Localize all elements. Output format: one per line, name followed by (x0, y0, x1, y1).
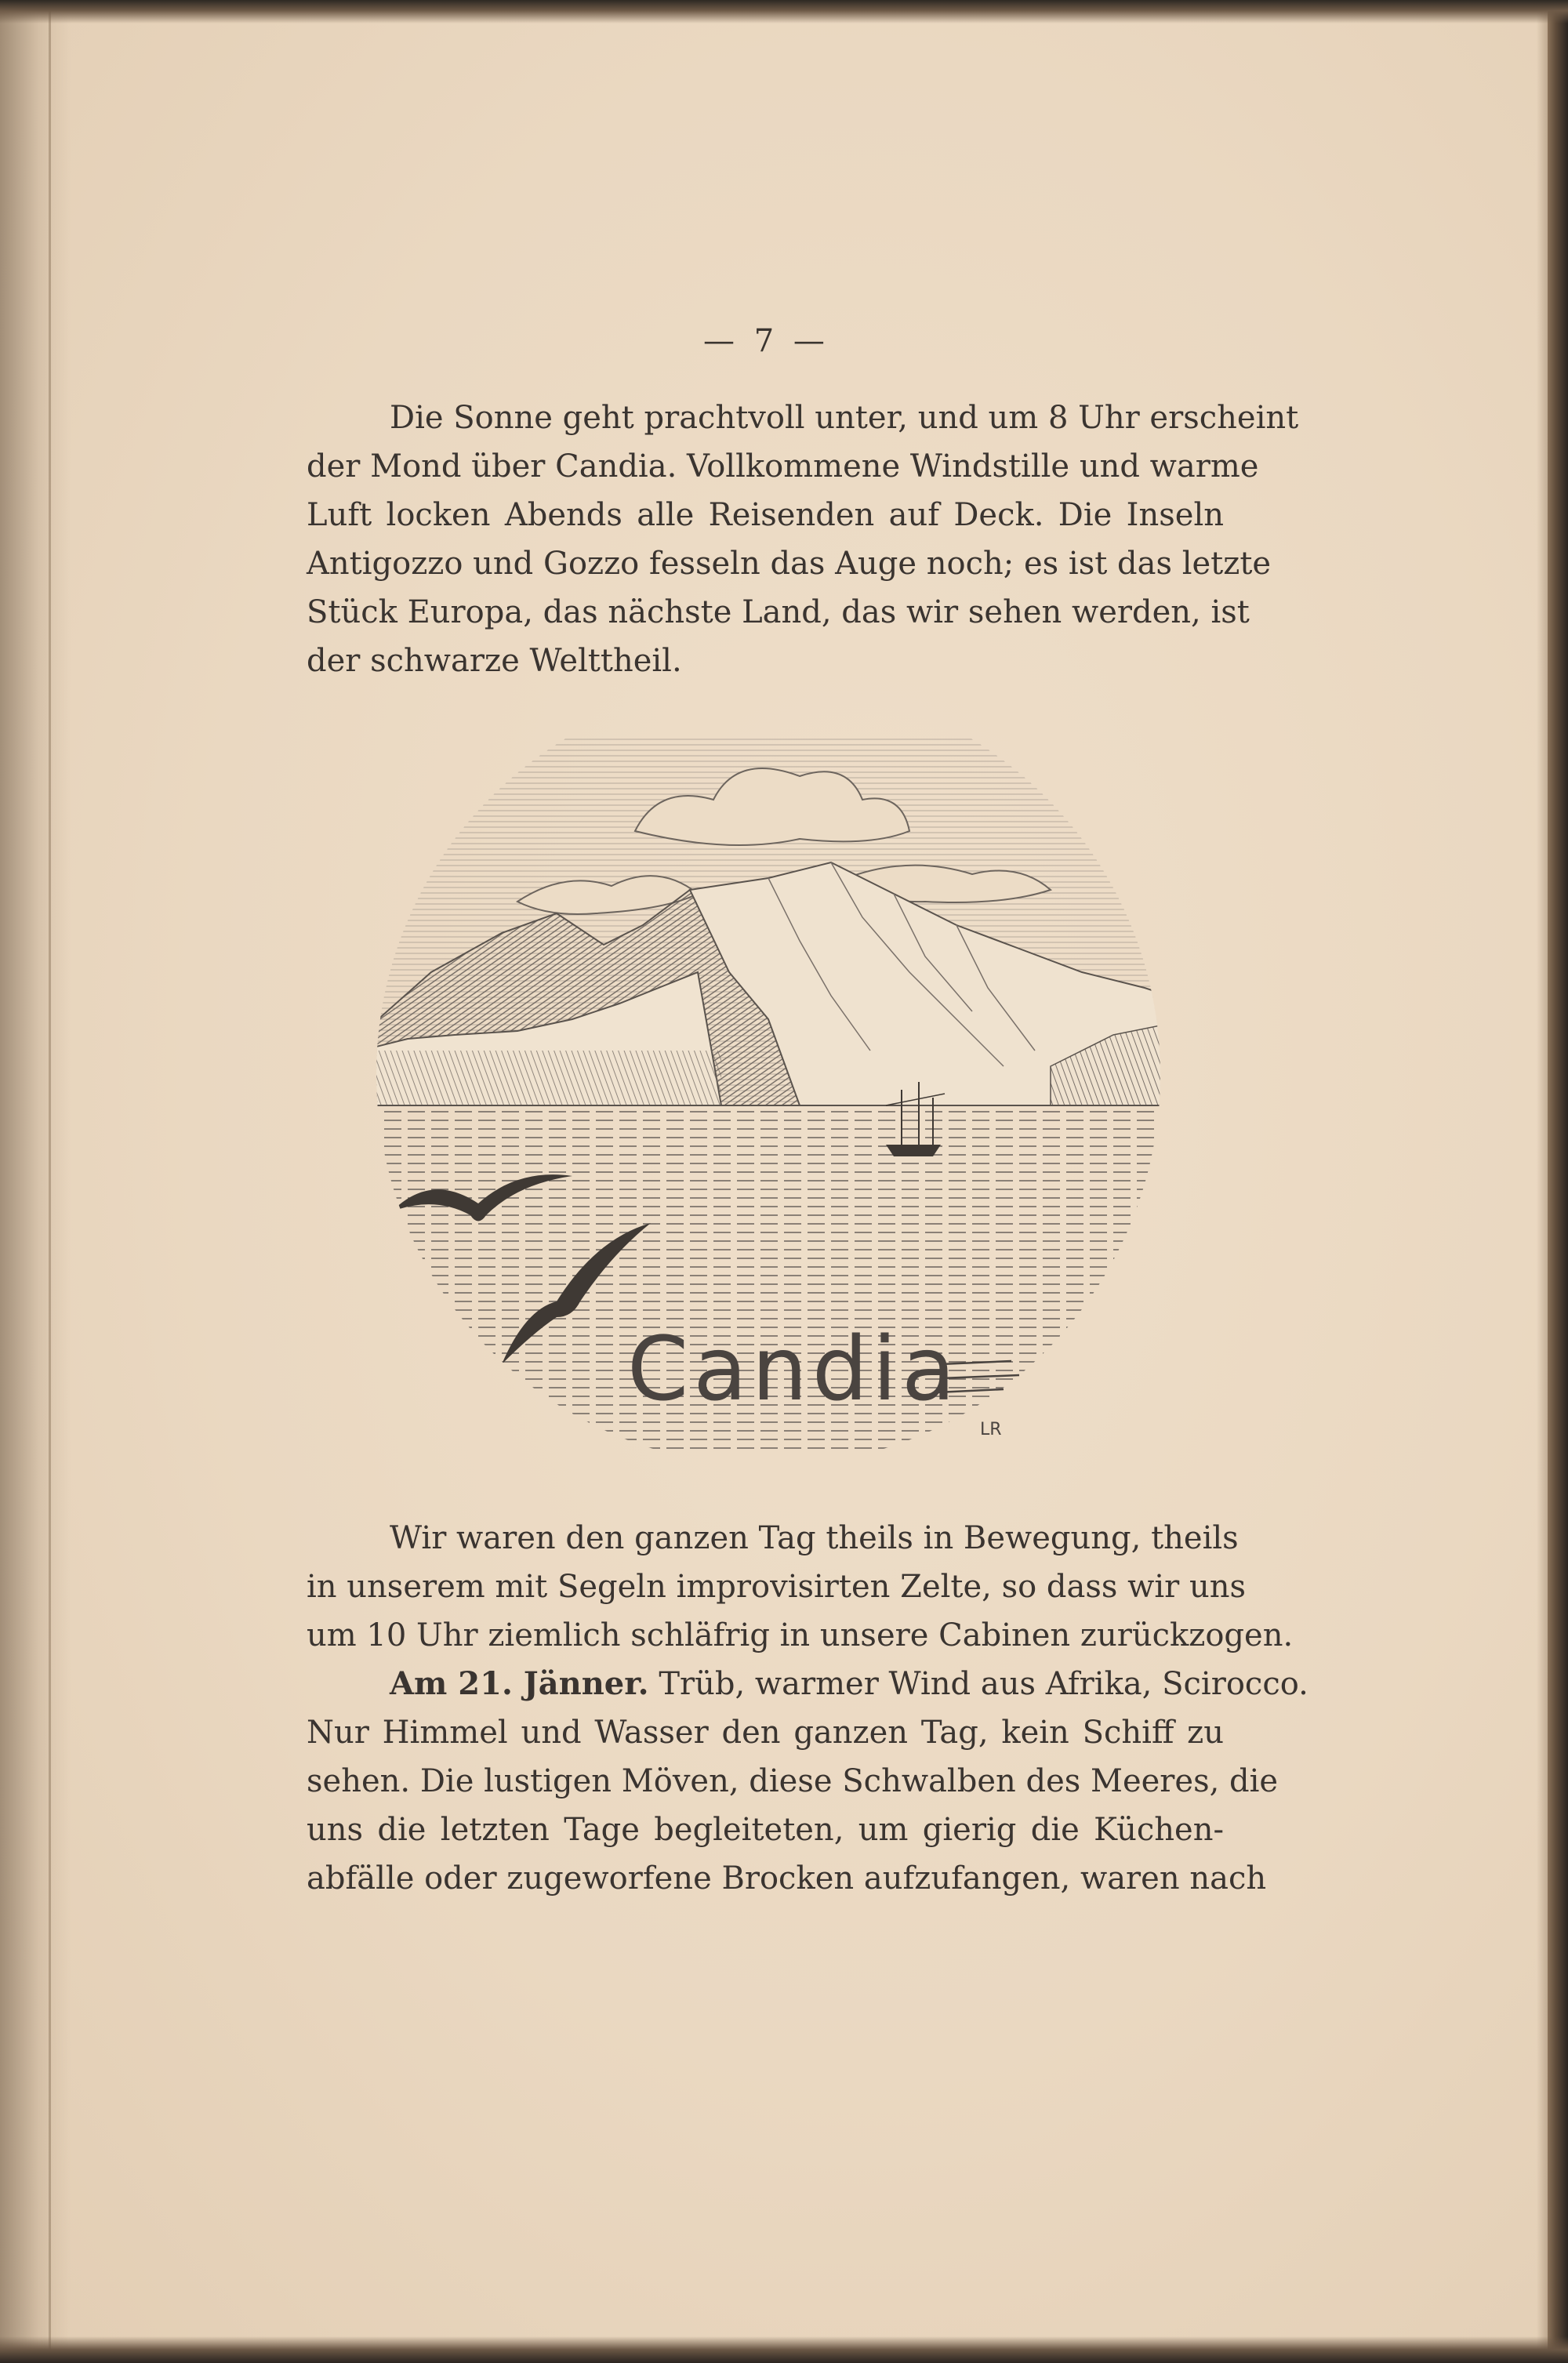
book-cover-edge (1548, 0, 1568, 2363)
text-line: sehen. Die lustigen Möven, diese Schwalben des Meeres, die (307, 1763, 1279, 1799)
paragraph-sunset (307, 394, 1299, 685)
paragraph-day (307, 1514, 1308, 1903)
text-line: Antigozzo und Gozzo fesseln das Auge noch; es ist das letzte (307, 546, 1272, 582)
text-line: Luft locken Abends alle Reisenden auf Deck. Die Inseln (307, 497, 1224, 533)
artist-monogram: LR (980, 1420, 1002, 1439)
entry-date: Am 21. Jänner. (390, 1665, 649, 1702)
candia-illustration (361, 737, 1192, 1450)
text-line: uns die letzten Tage begleiteten, um gierig die Küchen- (307, 1812, 1224, 1848)
text-line: in unserem mit Segeln improvisirten Zelte, so dass wir uns (307, 1569, 1247, 1605)
top-cover-edge (0, 0, 1568, 24)
illustration-caption: Candia (627, 1319, 960, 1421)
text-line: Nur Himmel und Wasser den ganzen Tag, kein Schiff zu (307, 1715, 1224, 1751)
text-line: Stück Europa, das nächste Land, das wir sehen werden, ist (307, 594, 1250, 630)
text-line: abfälle oder zugeworfene Brocken aufzufangen, waren nach (307, 1860, 1267, 1897)
bottom-cover-edge (0, 2336, 1568, 2363)
text-line: der Mond über Candia. Vollkommene Windstille und warme (307, 448, 1259, 485)
page-edge-shadow (1537, 0, 1548, 2363)
text-line: Wir waren den ganzen Tag theils in Bewegung, theils (390, 1520, 1239, 1556)
text-line: Die Sonne geht prachtvoll unter, und um 8 Uhr erscheint (390, 400, 1299, 436)
text-line: Am 21. Jänner. Trüb, warmer Wind aus Afrika, Scirocco. (390, 1665, 1308, 1702)
text-line: der schwarze Welttheil. (307, 643, 682, 679)
text-line: um 10 Uhr ziemlich schläfrig in unsere Cabinen zurückzogen. (307, 1617, 1294, 1653)
page-number: — 7 — (703, 323, 829, 359)
